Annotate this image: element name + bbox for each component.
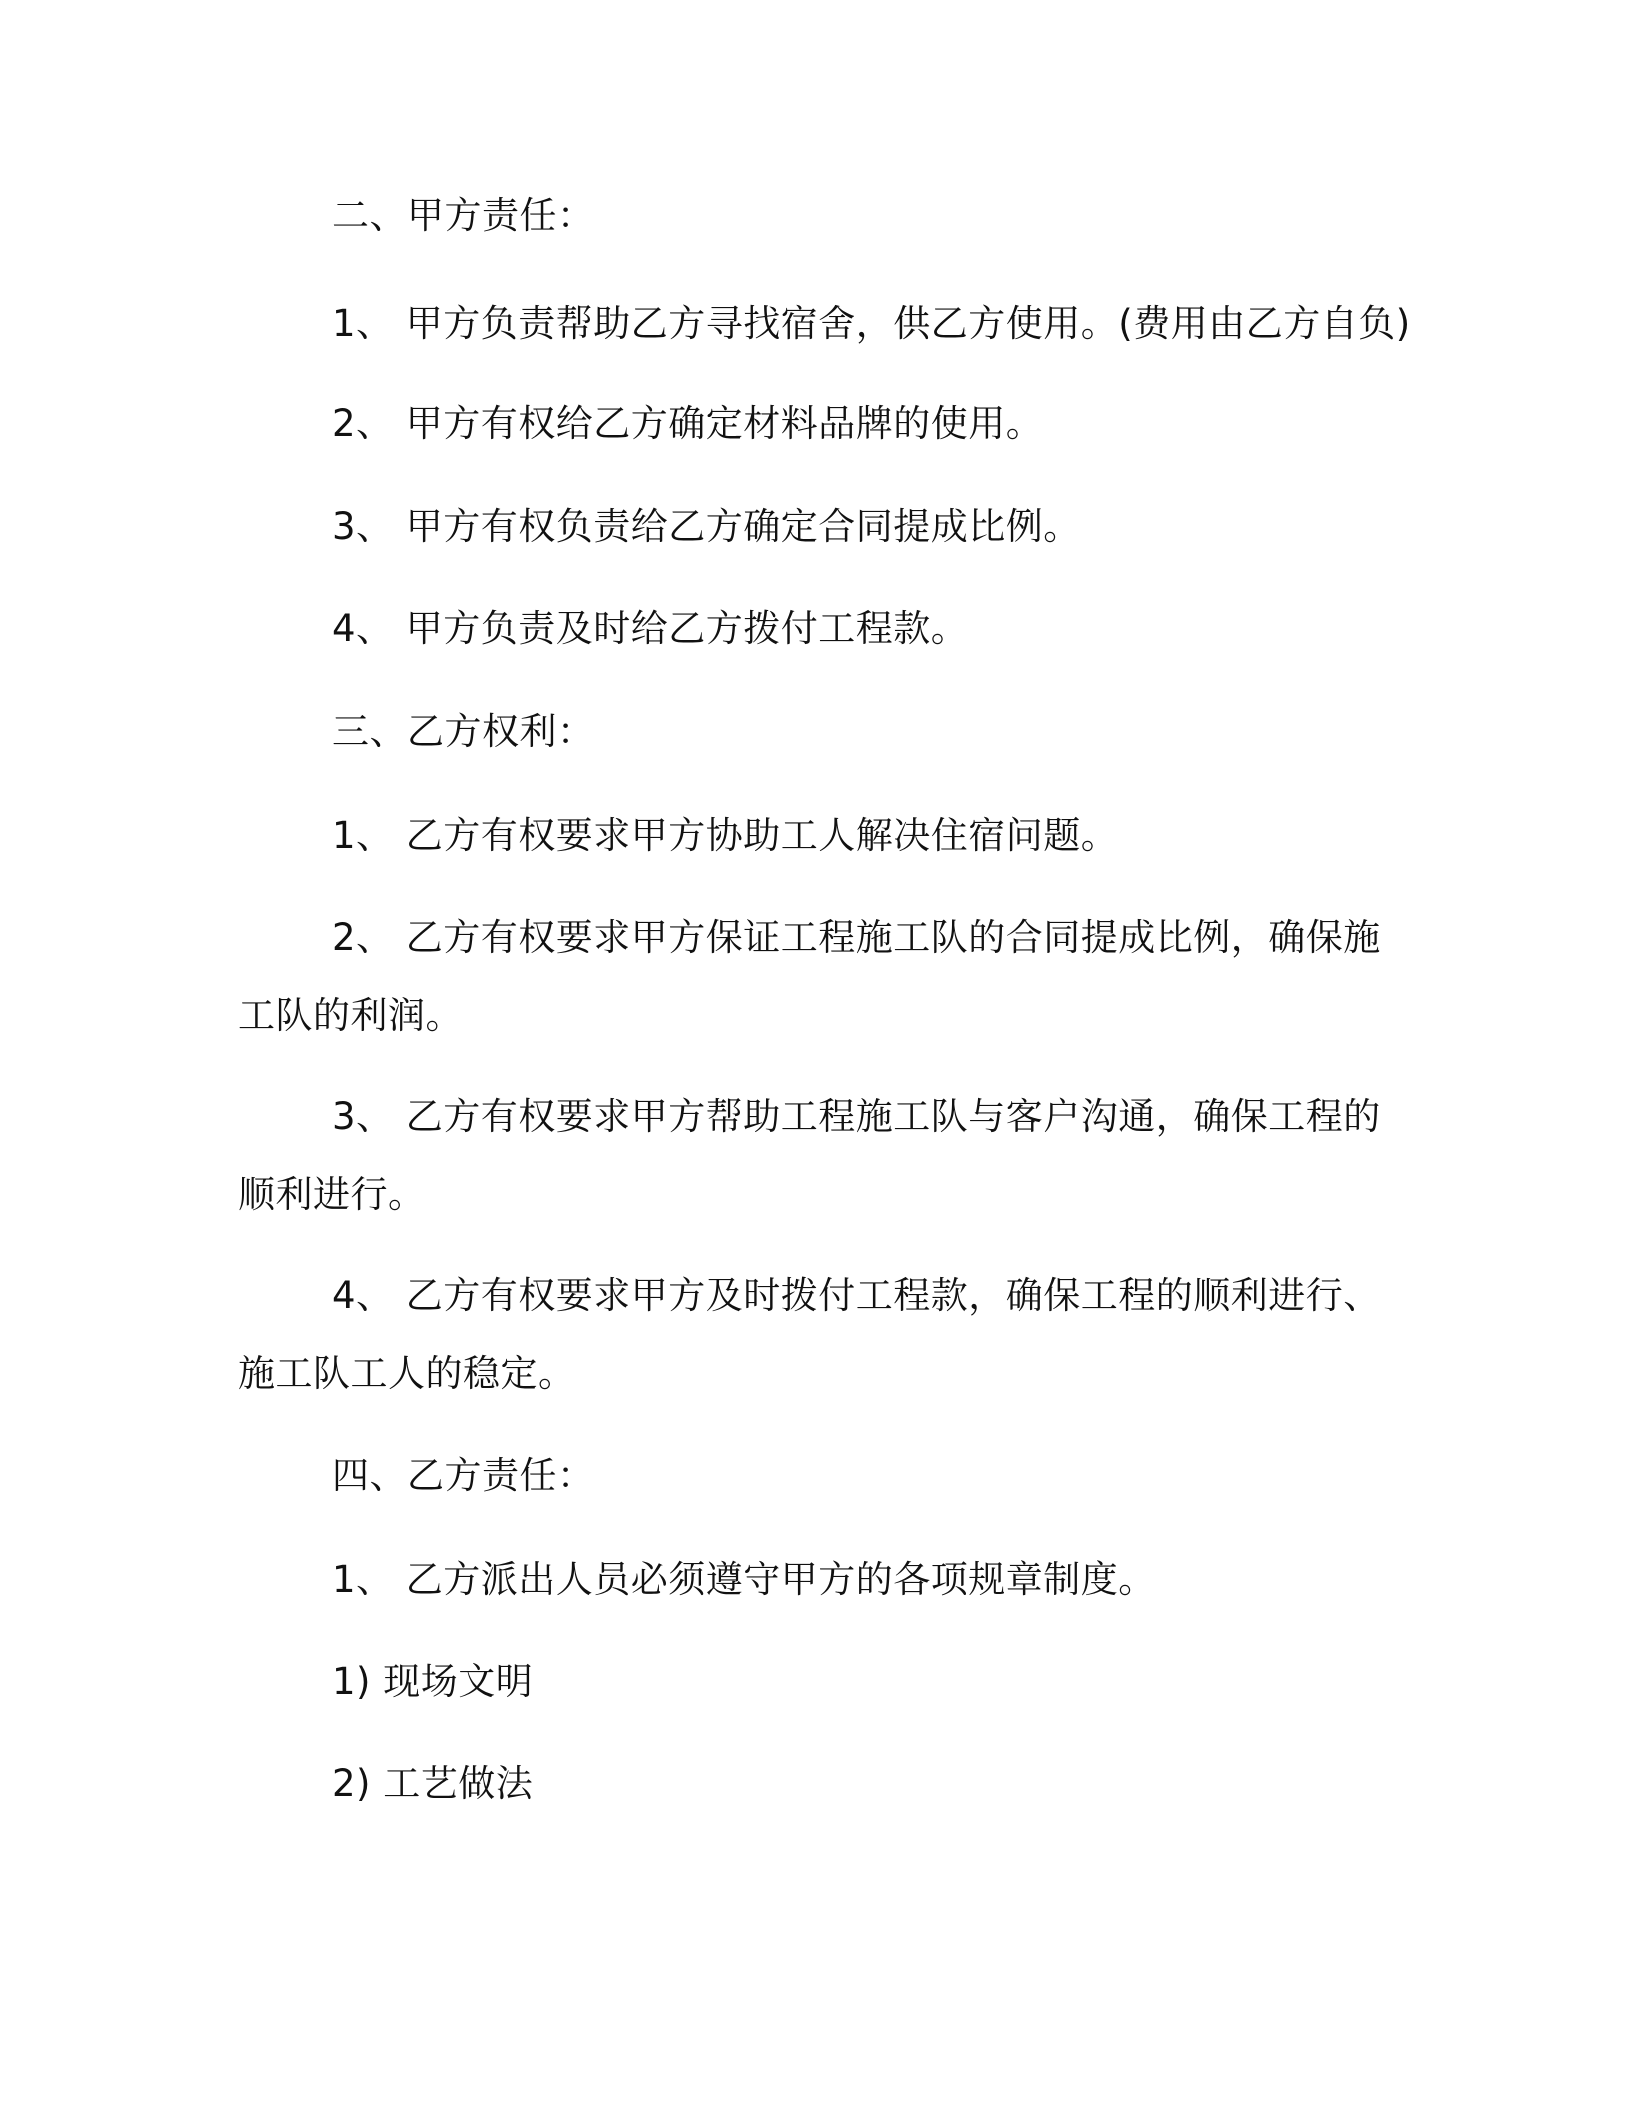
list-item-continuation: 施工队工人的稳定。 — [238, 1352, 576, 1395]
list-item: 1、 乙方派出人员必须遵守甲方的各项规章制度。 — [332, 1558, 1156, 1601]
section-heading-party-b-responsibilities: 四、乙方责任： — [332, 1454, 595, 1497]
section-heading-party-a-responsibilities: 二、甲方责任： — [332, 194, 595, 237]
list-item: 1、 甲方负责帮助乙方寻找宿舍，供乙方使用。(费用由乙方自负) — [332, 302, 1411, 345]
list-item: 1、 乙方有权要求甲方协助工人解决住宿问题。 — [332, 814, 1119, 857]
list-item: 4、 甲方负责及时给乙方拨付工程款。 — [332, 607, 969, 650]
list-item: 2、 乙方有权要求甲方保证工程施工队的合同提成比例，确保施 — [332, 916, 1381, 959]
list-item: 2、 甲方有权给乙方确定材料品牌的使用。 — [332, 402, 1044, 445]
list-item: 3、 甲方有权负责给乙方确定合同提成比例。 — [332, 505, 1081, 548]
list-item: 4、 乙方有权要求甲方及时拨付工程款，确保工程的顺利进行、 — [332, 1274, 1381, 1317]
list-item-continuation: 顺利进行。 — [238, 1173, 426, 1216]
section-heading-party-b-rights: 三、乙方权利： — [332, 710, 595, 753]
list-item: 3、 乙方有权要求甲方帮助工程施工队与客户沟通，确保工程的 — [332, 1095, 1381, 1138]
list-item-continuation: 工队的利润。 — [238, 994, 463, 1037]
sub-list-item: 2) 工艺做法 — [332, 1762, 534, 1805]
sub-list-item: 1) 现场文明 — [332, 1660, 534, 1703]
